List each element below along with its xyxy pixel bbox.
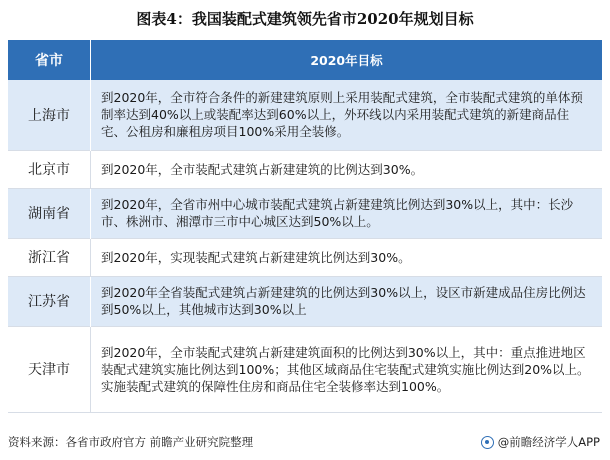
header-region: 省市 — [8, 40, 91, 80]
source-note: 资料来源：各省市政府官方 前瞻产业研究院整理 — [8, 435, 254, 449]
target-cell: 到2020年，全市装配式建筑占新建建筑面积的比例达到30%以上，其中：重点推进地区装配式建筑实施比例达到100%；其他区域商品住宅装配式建筑实施比例达到20%以上。实施装配式建筑的保障性住房和商品住宅全装修率达到100%。 — [101, 344, 590, 394]
table-row — [8, 276, 602, 326]
credit-text: @前瞻经济学人APP — [497, 435, 600, 449]
target-cell: 到2020年，全市符合条件的新建建筑原则上采用装配式建筑，全市装配式建筑的单体预制率达到40%以上或装配率达到60%以上，外环线以内采用装配式建筑的新建商品住宅、公租房和廉租房项目100%采用全装修。 — [101, 90, 583, 140]
region-cell: 天津市 — [8, 326, 91, 412]
region-cell: 江苏省 — [8, 276, 91, 326]
table-row — [8, 238, 602, 276]
target-cell: 到2020年，全省市州中心城市装配式建筑占新建建筑比例达到30%以上，其中：长沙市、株洲市、湘潭市三市中心城区达到50%以上。 — [101, 197, 574, 229]
target-cell: 到2020年，实现装配式建筑占新建建筑比例达到30%。 — [101, 249, 411, 265]
targets-table — [8, 40, 602, 413]
qianzhan-logo-icon — [481, 436, 494, 449]
page-title: 图表4：我国装配式建筑领先省市2020年规划目标 — [136, 10, 474, 28]
table-row — [8, 150, 602, 188]
table-row — [8, 188, 602, 238]
region-cell: 上海市 — [8, 80, 91, 150]
region-cell: 湖南省 — [8, 188, 91, 238]
table-row — [8, 80, 602, 150]
target-cell: 到2020年全省装配式建筑占新建建筑的比例达到30%以上，设区市新建成品住房比例达到50%以上，其他城市达到30%以上 — [101, 285, 586, 317]
table-row — [8, 326, 602, 412]
region-cell: 浙江省 — [8, 238, 91, 276]
credit — [481, 434, 600, 450]
table-header-row — [8, 40, 602, 80]
target-cell: 到2020年，全市装配式建筑占新建建筑的比例达到30%。 — [101, 161, 424, 177]
header-target: 2020年目标 — [310, 52, 383, 68]
region-cell: 北京市 — [8, 150, 91, 188]
